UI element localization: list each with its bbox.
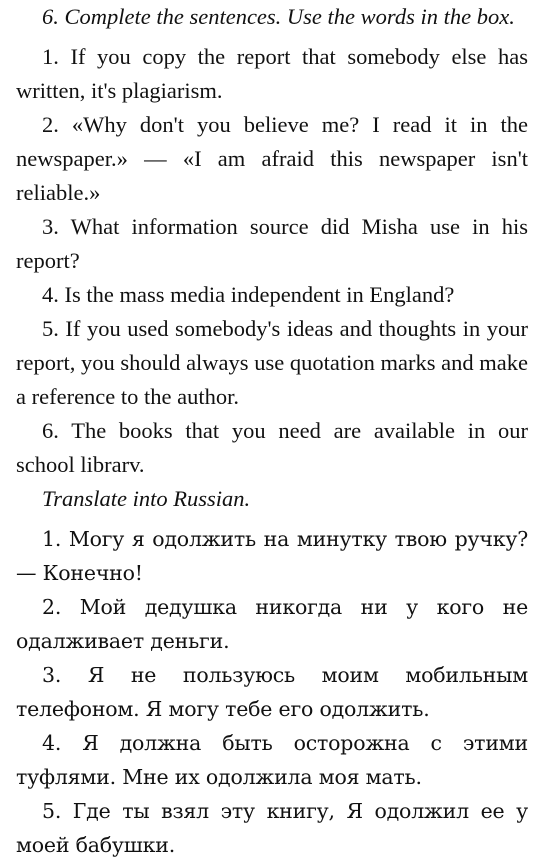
exercise-6-sentence-5: 5. If you used somebody's ideas and thoughts in your report, you should always use quotation marks and make a reference to the author. <box>16 316 528 409</box>
translate-instruction: Translate into Russian. <box>42 486 251 511</box>
exercise-6-sentence-2: 2. «Why don't you believe me? I read it in the newspaper.» — «I am afraid this newspaper isn't reliable.» <box>16 112 528 205</box>
exercise-6-sentence-6: 6. The books that you need are available in our school librarv. <box>16 418 528 477</box>
exercise-6-instruction: 6. Complete the sentences. Use the words in the box. <box>42 4 515 29</box>
exercise-6-sentence-3: 3. What information source did Misha use in his report? <box>16 214 528 273</box>
translate-sentence-4: 4. Я должна быть осторожна с этими туфлями. Мне их одолжила моя мать. <box>16 731 528 789</box>
translate-sentence-1: 1. Могу я одолжить на минутку твою ручку? — Конечно! <box>16 527 528 585</box>
exercise-6-sentence-1: 1. If you copy the report that somebody else has written, it's plagiarism. <box>16 44 528 103</box>
exercise-6-sentence-4: 4. Is the mass media independent in England? <box>42 282 455 307</box>
translate-sentence-5: 5. Где ты взял эту книгу, Я одолжил ее у моей бабушки. <box>16 799 528 857</box>
translate-sentence-3: 3. Я не пользуюсь моим мобильным телефоном. Я могу тебе его одолжить. <box>16 663 528 721</box>
translate-sentence-2: 2. Мой дедушка никогда ни у кого не одалживает деньги. <box>16 595 528 653</box>
textbook-page <box>16 0 528 862</box>
